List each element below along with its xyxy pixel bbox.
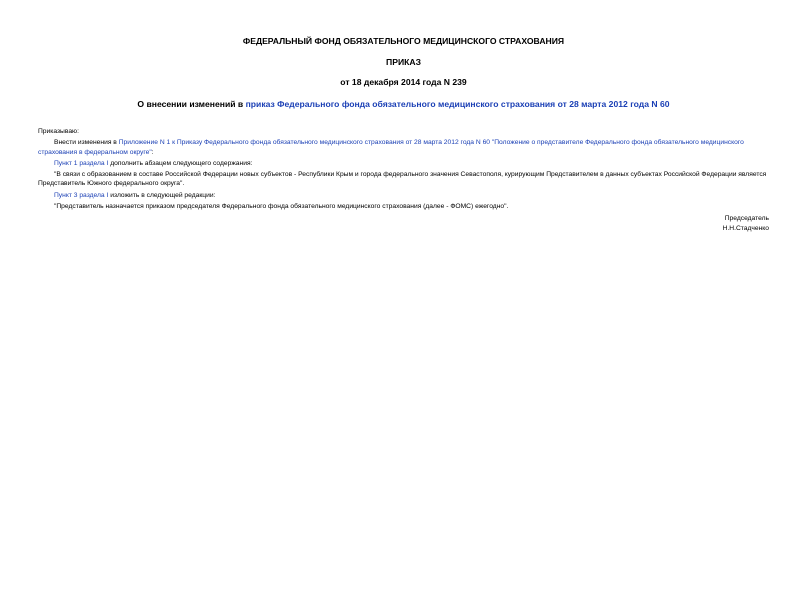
item-3-link[interactable]: Пункт 3 раздела I [54, 191, 109, 199]
date-number-heading: от 18 декабря 2014 года N 239 [340, 77, 467, 87]
paragraph-1 [38, 138, 769, 157]
document-page [0, 36, 807, 607]
signature-position: Председатель [724, 215, 769, 223]
document-type-heading: ПРИКАЗ [386, 57, 421, 67]
order-word: Приказываю: [38, 128, 79, 135]
paragraph-4 [38, 191, 769, 201]
document-title [38, 99, 769, 109]
paragraph-1-suffix: : [151, 148, 154, 156]
title-link[interactable]: приказ Федерального фонда обязательного медицинского страхования от 28 марта 2012 года N 60 [245, 99, 670, 109]
paragraph-4-suffix: изложить в следующей редакции: [108, 191, 216, 199]
paragraph-5: "Представитель назначается приказом председателя Федерального фонда обязательного медицинского страхования (далее - ФОМС) ежегодно". [54, 202, 509, 210]
paragraph-2-suffix: дополнить абзацем следующего содержания: [108, 159, 253, 167]
appendix-link[interactable]: Приложение N 1 к Приказу Федерального фонда обязательного медицинского страхования от 28 марта 2012 года N 60 "Положение о представителе Федерального фонда обязательного медицинского страхования в федеральном округе" [38, 139, 744, 156]
title-prefix: О внесении изменений в [137, 99, 246, 109]
paragraph-1-prefix: Внести изменения в [54, 139, 119, 147]
signature-block [38, 214, 769, 234]
item-1-link[interactable]: Пункт 1 раздела I [54, 159, 109, 167]
document-body [38, 127, 769, 211]
paragraph-2 [38, 159, 769, 169]
organization-heading: ФЕДЕРАЛЬНЫЙ ФОНД ОБЯЗАТЕЛЬНОГО МЕДИЦИНСКОГО СТРАХОВАНИЯ [242, 36, 565, 46]
signature-name: Н.Н.Стадченко [722, 225, 769, 233]
paragraph-3: "В связи с образованием в составе Российской Федерации новых субъектов - Республики Крым и города федерального значения Севастополя, курирующим Представителем в данных субъектах Российской Федерации является Представитель Южного федерального округа". [38, 170, 767, 188]
